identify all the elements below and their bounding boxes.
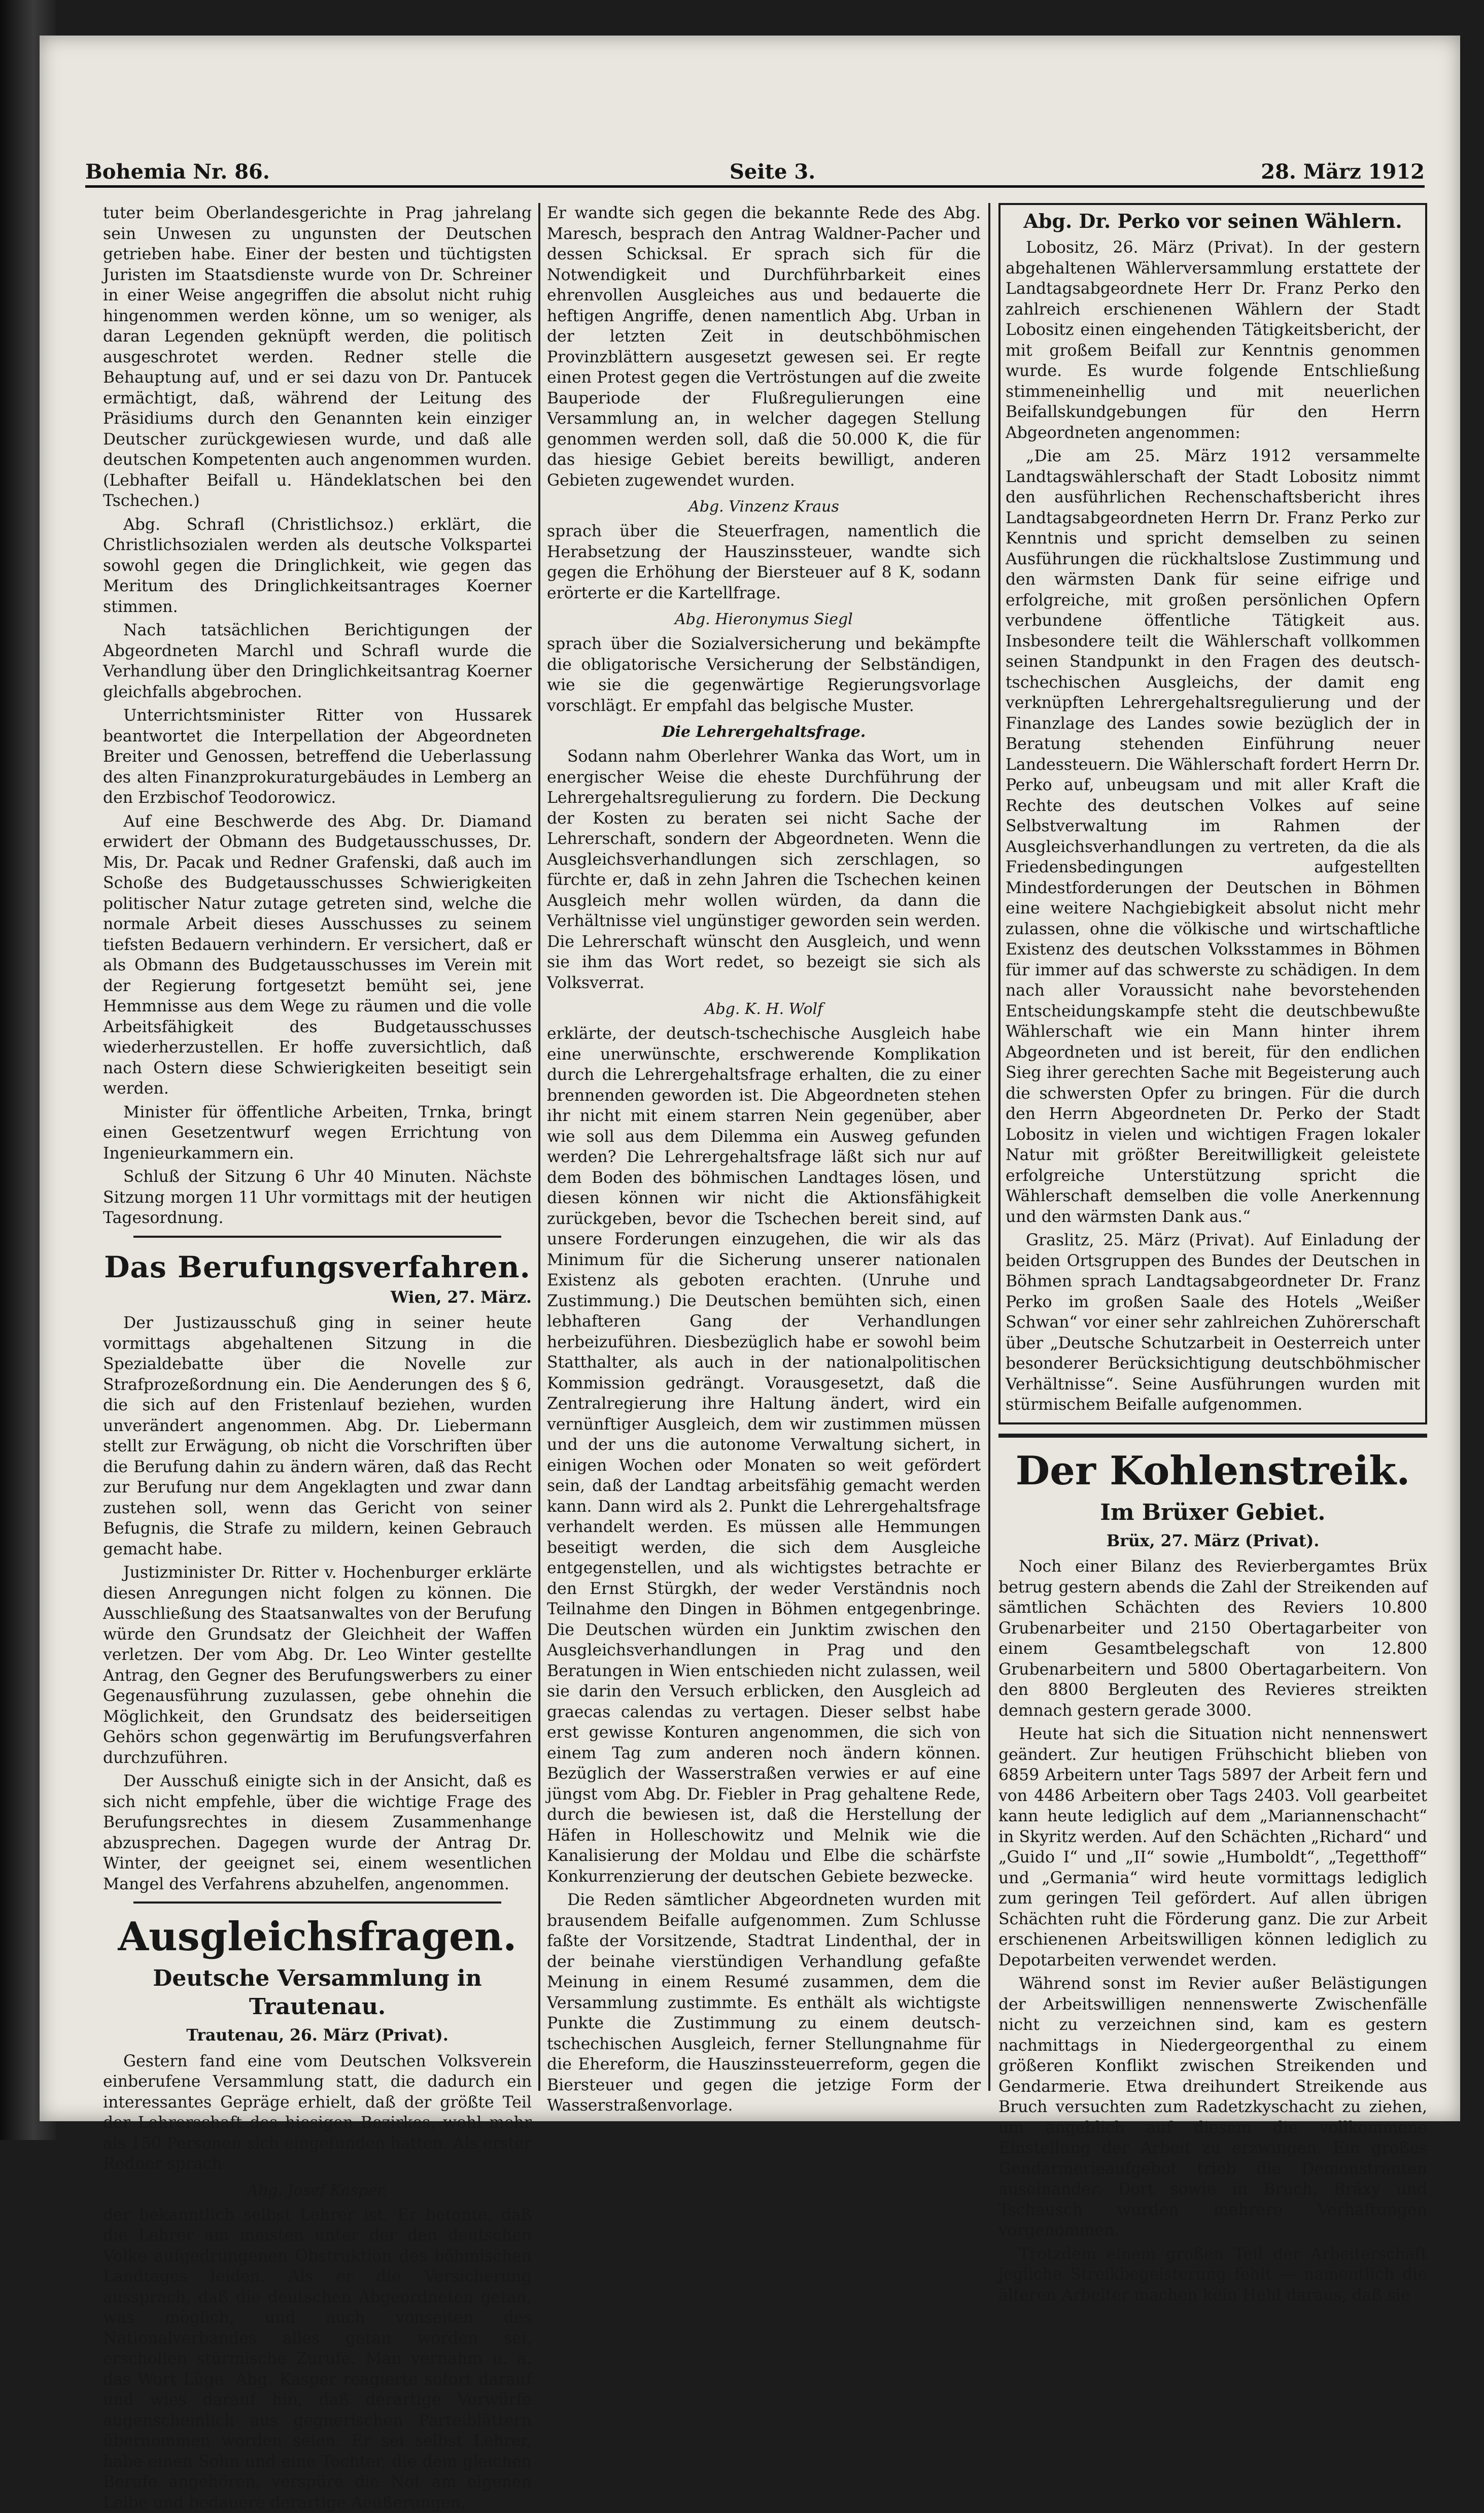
page-header (85, 129, 1425, 188)
section-divider (133, 1901, 501, 1904)
article-paragraph: Minister für öffentliche Arbeiten, Trnka, bringt einen Gesetzentwurf wegen Errichtung von Ingenieurkammern ein. (103, 1102, 532, 1164)
article-paragraph: Während sonst im Revier außer Belästigungen der Arbeitswilligen nennenswerte Zwischenfälle nicht zu verzeichnen sind, kam es gestern nachmittags in Niedergeorgenthal zu einem größeren Konflikt zwischen Streikenden und Gendarmerie. Etwa dreihundert Streikende aus Bruch versuchten zum Radetzkyschacht zu ziehen, um angeblich auf diesem die vollkommene Einstellung der Arbeit zu erzwingen. Ein großes Gendarmerieaufgebot trieb die Demonstranten auseinander. Dort sowie in Bruch, Bräxy und Tschausch wurden mehrere Verhaftungen vorgenommen. (998, 1974, 1427, 2241)
column-2 (547, 203, 981, 2111)
section-divider (133, 1236, 501, 1238)
column-1 (103, 203, 532, 2126)
article-paragraph: Noch einer Bilanz des Revierbergamtes Brüx betrug gestern abends die Zahl der Streikenden auf sämtlichen Schächten des Reviers 10.800 Grubenarbeiter und 2150 Obertagarbeiter von einem Gesamtbelegschaft von 12.800 Grubenarbeitern und 5800 Obertagarbeitern. Von den 8800 Bergleuten des Revieres streikten demnach gestern gerade 3000. (998, 1556, 1427, 1721)
article-paragraph: Abg. Schrafl (Christlichsoz.) erklärt, die Christlichsozialen werden als deutsche Volkspartei sowohl gegen die Dringlichkeit, wie gegen das Meritum des Dringlichkeitsantrages Koerner stimmen. (103, 515, 532, 618)
headline-berufungsverfahren: Das Berufungsverfahren. (103, 1249, 532, 1285)
dateline-wien: Wien, 27. März. (103, 1287, 532, 1308)
article-paragraph: tuter beim Oberlandesgerichte in Prag jahrelang sein Unwesen zu ungunsten der Deutschen getrieben habe. Einer der besten und tüchtigsten Juristen im Staatsdienste wurde von Dr. Schreiner in einer Weise angegriffen die absolut nicht ruhig hingenommen werden könne, um so weniger, als daran Legenden geknüpft werden, die politisch ausgeschrotet werden. Redner stelle die Behauptung auf, und er sei dazu von Dr. Pantucek ermächtigt, daß, während der Leitung des Präsidiums durch den Genannten kein einziger Deutscher zurückgewiesen wurde, und daß alle deutschen Kompetenten auch angenommen wurden. (Lebhafter Beifall u. Händeklatschen bei den Tschechen.) (103, 203, 532, 512)
article-paragraph: der bekanntlich selbst Lehrer ist. Er betonte, daß die Lehrer am meisten unter der den deutschen Volke aufgedrungenen Obstruktion des böhmischen Landtages leiden. Als er die Versicherung aussprach, daß die deutschen Abgeordneten getan, was möglich, und auch vonseiten des Nationalverbandes alles getan worden sei, erschollen stürmische Zurufe. Man vernahm u. a. das Wort Lüge. Abg. Kasper reagierte sofort darauf und wies darauf hin, daß derartige Vorwürfe augenscheinlich aus gegnerischen Parteiblättern übernommen worden seien. Er sei selbst Lehrer, habe einen Sohn und eine Tochter, die dem gleichen Berufe angehören, verspüre die Not am eigenen Leibe und bedauere derartige Aeußerungen, (103, 2205, 532, 2513)
section-divider (998, 1434, 1427, 1438)
header-page-number: Seite 3. (730, 160, 815, 184)
article-paragraph: sprach über die Steuerfragen, namentlich die Herabsetzung der Hauszinssteuer, wandte sich gegen die Erhöhung der Biersteuer auf 8 K, sodann erörterte er die Kartellfrage. (547, 521, 981, 603)
article-paragraph: Schluß der Sitzung 6 Uhr 40 Minuten. Nächste Sitzung morgen 11 Uhr vormittags mit der heutigen Tagesordnung. (103, 1167, 532, 1229)
article-paragraph: Die Reden sämtlicher Abgeordneten wurden mit brausendem Beifalle aufgenommen. Zum Schlusse faßte der Vorsitzende, Stadtrat Lindenthal, der in der beinahe vierstündigen Verhandlung gefaßte Meinung in einem Resumé zusammen, dem die Versammlung zustimmte. Es enthält als wichtigste Punkte die Zustimmung zu einem deutsch-tschechischen Ausgleich, ferner Stellungnahme für die Ehereform, die Hauszinssteuerreform, gegen die Biersteuer und gegen die jetzige Form der Wasserstraßenvorlage. (547, 1890, 981, 2116)
article-paragraph: Lobositz, 26. März (Privat). In der gestern abgehaltenen Wählerversammlung erstattete der Landtagsabgeordnete Herr Dr. Franz Perko den zahlreich erschienenen Wählern der Stadt Lobositz einen eingehenden Tätigkeitsbericht, der mit großem Beifall zur Kenntnis genommen wurde. Es wurde folgende Entschließung stimmeneinhellig und mit neuerlichen Beifallskundgebungen für den Herrn Abgeordneten angenommen: (1006, 237, 1420, 443)
headline-kohlenstreik: Der Kohlenstreik. (998, 1448, 1427, 1495)
article-paragraph: Sodann nahm Oberlehrer Wanka das Wort, um in energischer Weise die eheste Durchführung der Lehrergehaltsregulierung zu fordern. Die Deckung der Kosten zu beraten sei nicht Sache der Lehrerschaft, sondern der Abgeordneten. Wenn die Ausgleichsverhandlungen sich zerschlagen, so fürchte er, daß in zehn Jahren die Tschechen keinen Ausgleich mehr wollen würden, da dann die Verhältnisse viel ungünstiger geworden sein werden. Die Lehrerschaft wünscht den Ausgleich, und wenn sie ihm das Wort redet, so bezeigt sie sich als Volksverrat. (547, 746, 981, 993)
speaker-wolf: Abg. K. H. Wolf (547, 998, 981, 1021)
article-paragraph: „Die am 25. März 1912 versammelte Landtagswählerschaft der Stadt Lobositz nimmt den ausführlichen Rechenschaftsbericht ihres Landtagsabgeordneten Herrn Dr. Franz Perko zur Kenntnis und spricht demselben zu seinen Ausführungen die rückhaltslose Zustimmung und den wärmsten Dank für seine eifrige und erfolgreiche, mit großen persönlichen Opfern verbundene öffentliche Tätigkeit aus. Insbesondere teilt die Wählerschaft vollkommen seinen Standpunkt in den Fragen des deutsch-tschechischen Ausgleichs, der damit eng verknüpften Lehrergehaltsregulierung und der Finanzlage des Landes sowie bezüglich der in Beratung stehenden Einführung neuer Landessteuern. Die Wählerschaft fordert Herrn Dr. Perko auf, unbeugsam und mit aller Kraft die Rechte des deutschen Volkes auf seine Selbstverwaltung im Rahmen der Ausgleichsverhandlungen zu vertreten, da die als Friedensbedingungen aufgestellten Mindestforderungen der Deutschen in Böhmen eine weitere Nachgiebigkeit absolut nicht mehr zulassen, ohne die völkische und wirtschaftliche Existenz des deutschen Volksstammes in Böhmen für immer auf das schwerste zu schädigen. In dem nach aller Voraussicht nahe bevorstehenden Entscheidungskampfe steht die deutschbewußte Wählerschaft wie ein Mann hinter ihrem Abgeordneten und ist bereit, für den endlichen Sieg ihrer gerechten Sache mit Begeisterung auch die schwersten Opfer zu bringen. Für die durch den Herrn Abgeordneten Dr. Perko der Stadt Lobositz in vielen und wichtigen Fragen lokaler Natur mit größter Bereitwilligkeit geleistete erfolgreiche Unterstützung spricht die Wählerschaft demselben die volle Anerkennung und den wärmsten Dank aus.“ (1006, 446, 1420, 1227)
article-paragraph: Gestern fand eine vom Deutschen Volksverein einberufene Versammlung statt, die dadurch ein interessantes Gepräge erhielt, daß der größte Teil der Lehrerschaft des hiesigen Bezirkes, wohl mehr als 150 Personen sich eingefunden hatten. Als erster Redner sprach (103, 2051, 532, 2175)
dateline-bruex: Brüx, 27. März (Privat). (998, 1531, 1427, 1552)
column-divider-1 (538, 203, 540, 2091)
article-paragraph: Heute hat sich die Situation nicht nennenswert geändert. Zur heutigen Frühschicht blieben von 6859 Arbeitern unter Tags 5897 der Arbeit fern und von 4486 Arbeitern ober Tags 2403. Voll gearbeitet kann heute lediglich auf dem „Mariannenschacht“ in Skyritz werden. Auf den Schächten „Richard“ und „Guido I“ und „II“ sowie „Humboldt“, „Tegetthoff“ und „Germania“ wird heute vormittags lediglich zum geringen Teil gefördert. Auf allen übrigen Schächten ruht die Förderung ganz. Die zur Arbeit erschienenen Arbeitswilligen können lediglich zu Depotarbeiten verwendet werden. (998, 1724, 1427, 1971)
article-paragraph: Unterrichtsminister Ritter von Hussarek beantwortet die Interpellation der Abgeordneten Breiter und Genossen, betreffend die Ueberlassung des alten Finanzprokuraturgebäudes in Lemberg an den Erzbischof Teodorowicz. (103, 705, 532, 808)
article-paragraph: Der Ausschuß einigte sich in der Ansicht, daß es sich nicht empfehle, über die wichtige Frage des Berufungsrechtes in diesem Zusammenhange abzusprechen. Dagegen wurde der Antrag Dr. Winter, der geeignet sei, einem wesentlichen Mangel des Verfahrens abzuhelfen, angenommen. (103, 1771, 532, 1894)
speaker-kraus: Abg. Vinzenz Kraus (547, 496, 981, 518)
article-paragraph: Trotzdem einem großen Teil der Arbeiterschaft jegliche Streikbegeisterung fehlt — namentlich die älteren Arbeiter machen kein Hehl daraus, daß sie (998, 2244, 1427, 2306)
header-date: 28. März 1912 (1261, 160, 1425, 184)
dateline-trautenau: Trautenau, 26. März (Privat). (103, 2025, 532, 2046)
headline-ausgleichsfragen: Ausgleichsfragen. (103, 1914, 532, 1960)
subheadline-trautenau: Deutsche Versammlung in Trautenau. (103, 1964, 532, 2021)
headline-perko: Abg. Dr. Perko vor seinen Wählern. (1006, 209, 1420, 233)
speaker-siegl: Abg. Hieronymus Siegl (547, 608, 981, 631)
article-paragraph: Er wandte sich gegen die bekannte Rede des Abg. Maresch, besprach den Antrag Waldner-Pacher und dessen Schicksal. Er sprach sich für die Notwendigkeit und Durchführbarkeit eines ehrenvollen Ausgleiches aus und bedauerte die heftigen Angriffe, denen namentlich Abg. Urban in der letzten Zeit in deutschböhmischen Provinzblättern ausgesetzt gewesen sei. Er regte einen Protest gegen die Vertröstungen auf die zweite Bauperiode der Flußregulierungen eine Versammlung an, in welcher dagegen Stellung genommen werden soll, daß die 50.000 K, die für das hiesige Gebiet bereits bewilligt, anderen Gebieten zugewendet wurden. (547, 203, 981, 491)
article-paragraph: Graslitz, 25. März (Privat). Auf Einladung der beiden Ortsgruppen des Bundes der Deutschen in Böhmen sprach Landtagsabgeordneter Dr. Franz Perko im großen Saale des Hotels „Weißer Schwan“ vor einer sehr zahlreichen Zuhörerschaft über „Deutsche Schutzarbeit in Oesterreich unter besonderer Berücksichtigung deutschböhmischer Verhältnisse“. Seine Ausführungen wurden mit stürmischem Beifalle aufgenommen. (1006, 1230, 1420, 1415)
subheading-lehrergehaltsfrage: Die Lehrergehaltsfrage. (547, 721, 981, 743)
newspaper-page (40, 36, 1460, 2121)
article-paragraph: Justizminister Dr. Ritter v. Hochenburger erklärte diesen Anregungen nicht folgen zu können. Die Ausschließung des Staatsanwaltes von der Berufung würde den Grundsatz der Gleichheit der Waffen verletzen. Der vom Abg. Dr. Leo Winter gestellte Antrag, den Gegner des Berufungswerbers zu einer Gegenausführung zuzulassen, gebe ohnehin die Möglichkeit, den Grundsatz des beiderseitigen Gehörs schon gegenwärtig im Berufungsverfahren durchzuführen. (103, 1563, 532, 1768)
header-issue: Bohemia Nr. 86. (85, 160, 270, 184)
article-paragraph: sprach über die Sozialversicherung und bekämpfte die obligatorische Versicherung der Selbständigen, wie sie die gegenwärtige Regierungsvorlage vorschlägt. Er empfahl das belgische Muster. (547, 634, 981, 716)
article-paragraph: Auf eine Beschwerde des Abg. Dr. Diamand erwidert der Obmann des Budgetausschusses, Dr. Mis, Dr. Pacak und Redner Grafenski, daß auch im Schoße des Budgetausschusses Schwierigkeiten politischer Natur zutage getreten sind, welche die normale Arbeit dieses Ausschusses zu seinem tiefsten Bedauern verhindern. Er versichert, daß er als Obmann des Budgetausschusses im Verein mit der Regierung fortgesetzt bemüht sei, jene Hemmnisse aus dem Wege zu räumen und die volle Arbeitsfähigkeit des Budgetausschusses wiederherzustellen. Er hoffe zuversichtlich, daß nach Ostern diese Schwierigkeiten beseitigt sein werden. (103, 811, 532, 1099)
speaker-kasper: Abg. Josef Kasper, (103, 2180, 532, 2202)
article-paragraph: Der Justizausschuß ging in seiner heute vormittags abgehaltenen Sitzung in die Spezialdebatte über die Novelle zur Strafprozeßordnung ein. Die Aenderungen des § 6, die sich auf den Fristenlauf beziehen, wurden unverändert angenommen. Abg. Dr. Liebermann stellt zur Erwägung, ob nicht die Vorschriften über die Berufung dahin zu ändern wären, daß das Recht zur Berufung nur dem Angeklagten und zwar dann zustehen soll, wenn das Gericht von seiner Befugnis, die Strafe zu mildern, keinen Gebrauch gemacht habe. (103, 1313, 532, 1559)
column-divider-2 (988, 203, 990, 2091)
subheadline-bruexer-gebiet: Im Brüxer Gebiet. (998, 1499, 1427, 1527)
article-paragraph: Nach tatsächlichen Berichtigungen der Abgeordneten Marchl und Schrafl wurde die Verhandlung über den Dringlichkeitsantrag Koerner gleichfalls abgebrochen. (103, 620, 532, 702)
perko-article-box (998, 203, 1427, 1424)
column-3 (998, 203, 1427, 2111)
article-paragraph: erklärte, der deutsch-tschechische Ausgleich habe eine unerwünschte, erschwerende Komplikation durch die Lehrergehaltsfrage erhalten, die zu einer brennenden geworden ist. Die Abgeordneten stehen ihr nicht mit einem starren Nein gegenüber, aber wie soll aus dem Dilemma ein Ausweg gefunden werden? Die Lehrergehaltsfrage läßt sich nur auf dem Boden des böhmischen Landtages lösen, und diesen können wir nicht die Aktionsfähigkeit zurückgeben, bevor die Tschechen bereit sind, auf unsere Forderungen einzugehen, die wir als das Minimum für die Sicherung unserer nationalen Existenz als geboten erachten. (Unruhe und Zustimmung.) Die Deutschen bemühten sich, einen lebhafteren Gang der Verhandlungen herbeizuführen. Diesbezüglich habe er sowohl beim Statthalter, als auch in der nationalpolitischen Kommission gedrängt. Vorausgesetzt, daß die Zentralregierung ihre Haltung ändert, wird ein vernünftiger Ausgleich, dem wir zustimmen müssen und der uns die autonome Verwaltung sichert, in einigen Wochen oder Monaten so weit gefördert sein, daß der Landtag arbeitsfähig gemacht werden kann. Dann wird als 2. Punkt die Lehrergehaltsfrage verhandelt werden. Es müssen alle Hemmungen beseitigt werden, die sich dem Ausgleiche entgegenstellen, und als wichtigstes betrachte er den Ernst Stürgkh, der weder Verständnis noch Teilnahme den Dingen in Böhmen entgegenbringe. Die Deutschen würden ein Junktim zwischen den Ausgleichsverhandlungen in Prag und den Beratungen in Wien entschieden nicht zulassen, weil sie darin den Versuch erblicken, den Ausgleich ad graecas calendas zu vertagen. Dieser selbst habe erst gewisse Konturen angenommen, die sich von einem Tag zum anderen noch ändern können. Bezüglich der Wasserstraßen verwies er auf eine jüngst vom Abg. Dr. Fiebler in Prag gehaltene Rede, durch die bewiesen ist, daß die Herstellung der Häfen in Holleschowitz und Melnik wie die Kanalisierung der Moldau und Elbe die schärfste Konkurrenzierung der deutschen Gebiete bezwecke. (547, 1024, 981, 1887)
